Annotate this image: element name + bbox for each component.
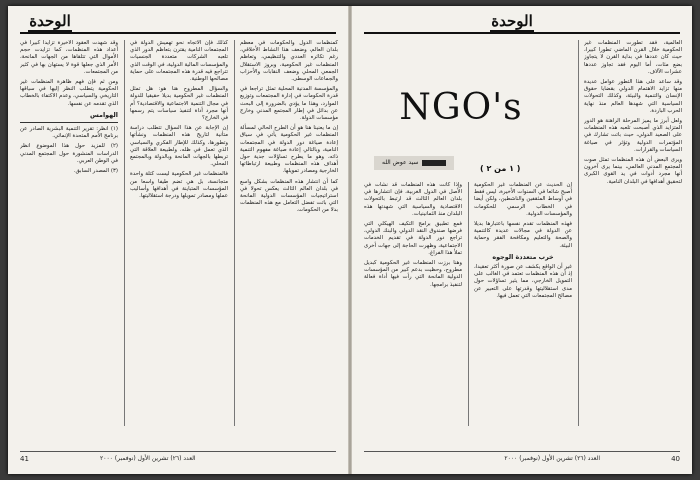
header-rule: [364, 32, 680, 34]
paragraph: كذلك فإن الاتجاه نحو تهميش الدولة في المجتمعات النامية يقترن بتعاظم الدور الذي تلعبه الشركات متعددة الجنسيات والمؤسسات المالية الدولية، في الوقت الذي تتراجع فيه قدرة هذه المجتمعات على حماية مصالحها الوطنية.: [130, 40, 228, 83]
paragraph: وقد شهدت العقود الأخيرة تزايدا كبيرا في أعداد هذه المنظمات، كما تزايدت حجم الأموال التي تتلقاها من الجهات المانحة، الأمر الذي جعلها قوة لا يستهان بها في كثير من المجتمعات.: [20, 40, 118, 75]
paragraph: كمنظمات الدول والحكومات في معظم بلدان العالم، وضعف هذا النشاط الأخلاقي، رغم تكاثره العددي والتنظيمي، وتعاظم المنظمات غير الحكومية، وبروز الاستقلال الجمعي المحلي وضعف النقابات والأحزاب والجماعات الوسطى.: [240, 40, 338, 83]
right-column-1: [584, 40, 682, 426]
left-column-3: [20, 40, 118, 426]
paragraph: ولعل أبرز ما يميز المرحلة الراهنة هو الدور المتزايد الذي أصبحت تلعبه هذه المنظمات على الصعيد الدولي، حيث باتت تشارك في المؤتمرات الدولية وتؤثر في صياغة السياسات والقرارات.: [584, 118, 682, 153]
byline-bar: [422, 160, 446, 166]
article-title-box: [364, 68, 558, 148]
paragraph: والمؤسسة المدنية المحلية تمثل تراجعا في قدرة الحكومات في إدارة المجتمعات وتوزيع الموارد، وهذا ما يؤدي بالضرورة إلى البحث عن بدائل في إطار المجتمع المدني وخارج مؤسسات الدولة.: [240, 86, 338, 122]
paragraph: إن الإجابة عن هذا السؤال تتطلب دراسة متأنية لتاريخ هذه المنظمات ونشأتها وتطورها، وكذلك للإطار الفكري والسياسي الذي تعمل في ظله، ولطبيعة العلاقة التي تربطها بالجهات المانحة وبالدولة وبالمجتمع المحلي.: [130, 125, 228, 168]
page-footer: [20, 451, 336, 466]
magazine-logo: الوحدة: [491, 12, 533, 30]
article-part-label: ( ١ من ٢ ): [480, 164, 521, 173]
issue-line: العدد (٢٦) تشرين الأول (نوفمبر) ٢٠٠٠: [100, 455, 196, 462]
footnote: (٣) المصدر السابق.: [73, 168, 118, 175]
left-page: [8, 6, 348, 474]
author-name: سيد عوض الله: [382, 159, 419, 166]
right-column-2: [474, 182, 572, 426]
left-column-1: [240, 40, 338, 426]
paragraph: وهنا برزت المنظمات غير الحكومية كبديل مطروح، وحظيت بدعم كبير من المؤسسات الدولية المانحة التي رأت فيها أداة فعالة لتنفيذ برامجها.: [364, 260, 462, 288]
page-number: 40: [671, 455, 680, 463]
issue-line: العدد (٢٦) تشرين الأول (نوفمبر) ٢٠٠٠: [504, 455, 600, 462]
page-footer: [364, 451, 680, 466]
column-divider: [468, 182, 469, 426]
paragraph: والسؤال المطروح هنا هو: هل تمثل المنظمات غير الحكومية بديلا حقيقيا للدولة في مجال التنمية الاجتماعية والاقتصادية؟ أم أنها مجرد أداة لتنفيذ سياسات يتم رسمها في الخارج؟: [130, 86, 228, 122]
author-byline: [374, 156, 454, 170]
footnote: (٢) للمزيد حول هذا الموضوع انظر الدراسات المنشورة حول المجتمع المدني في الوطن العربي.: [20, 143, 118, 164]
footnote: (١) انظر: تقرير التنمية البشرية الصادر عن برنامج الأمم المتحدة الإنمائي.: [20, 126, 118, 140]
section-subheading: خرب متعددة الوجوه: [492, 252, 554, 261]
header-rule: [20, 32, 336, 34]
magazine-spread: [8, 6, 692, 474]
paragraph: غير أن الواقع يكشف عن صورة أكثر تعقيدا، إذ أن هذه المنظمات تعتمد في الغالب على التمويل الخارجي، مما يثير تساؤلات حول مدى استقلاليتها وقدرتها على التعبير عن مصالح المجتمعات التي تعمل فيها.: [474, 264, 572, 299]
paragraph: فمع تطبيق برامج التكيف الهيكلي التي فرضها صندوق النقد الدولي والبنك الدولي، تراجع دور الدولة في تقديم الخدمات الاجتماعية، وظهرت الحاجة إلى جهات أخرى تملأ هذا الفراغ.: [364, 221, 462, 256]
column-divider: [234, 40, 235, 426]
paragraph: ومن ثم فإن فهم ظاهرة المنظمات غير الحكومية يتطلب النظر إليها في سياقها التاريخي والسياسي، وعدم الاكتفاء بالخطاب الذي تقدمه عن نفسها.: [20, 79, 118, 107]
paragraph: فهذه المنظمات تقدم نفسها باعتبارها بديلا عن الدولة في مجالات عديدة كالتنمية والصحة والتعليم ومكافحة الفقر وحماية البيئة.: [474, 221, 572, 249]
paragraph: كما أن انتشار هذه المنظمات بشكل واسع في بلدان العالم الثالث يعكس تحولا في استراتيجيات المؤسسات الدولية المانحة التي باتت تفضل التعامل مع هذه المنظمات بدلا من الحكومات.: [240, 178, 338, 214]
right-column-3: [364, 182, 462, 426]
paragraph: وإذا كانت هذه المنظمات قد نشأت في الأصل في الدول الغربية، فإن انتشارها في بلدان العالم الثالث قد ارتبط بالتحولات الاقتصادية والسياسية التي شهدتها هذه البلدان منذ الثمانينيات.: [364, 182, 462, 217]
paragraph: إن ما يعنينا هنا هو أن الطرح الحالي لمسألة المنظمات غير الحكومية يأتي في سياق إعادة صياغة دور الدولة في المجتمعات النامية، وبالتالي إعادة صياغة مفهوم التنمية ذاته، وهو ما يطرح تساؤلات جدية حول أهداف هذه المنظمات وطبيعة ارتباطاتها الخارجية ومصادر تمويلها.: [240, 125, 338, 175]
paragraph: وقد ساعد على هذا التطور عوامل عديدة منها تزايد الاهتمام الدولي بقضايا حقوق الإنسان والتنمية والبيئة، وكذلك التحولات السياسية التي شهدها العالم منذ نهاية الحرب الباردة.: [584, 79, 682, 114]
right-page: [352, 6, 692, 474]
paragraph: فالمنظمات غير الحكومية ليست كتلة واحدة متجانسة، بل هي تضم طيفا واسعا من المؤسسات المتباينة في أهدافها وأساليب عملها ومصادر تمويلها ودرجة استقلاليتها.: [130, 171, 228, 200]
paragraph: إن الحديث عن المنظمات غير الحكومية أصبح شائعا في السنوات الأخيرة، ليس فقط في أوساط المثقفين والناشطين، ولكن أيضا في الخطاب الرسمي للحكومات والمؤسسات الدولية.: [474, 182, 572, 217]
footnote-rule: [20, 122, 118, 123]
magazine-logo: الوحدة: [29, 12, 71, 30]
paragraph: ويرى البعض أن هذه المنظمات تمثل صوت المجتمع المدني العالمي، بينما يرى آخرون أنها مجرد أدوات في يد القوى الكبرى لتحقيق أهدافها في البلدان النامية.: [584, 157, 682, 185]
left-column-2: [130, 40, 228, 426]
page-number: 41: [20, 455, 29, 463]
column-divider: [578, 40, 579, 426]
article-title: NGO's: [399, 87, 523, 128]
footnotes-heading: الهوامس: [90, 110, 118, 119]
column-divider: [124, 40, 125, 426]
paragraph: العالمية، فقد تطورت المنظمات غير الحكومية خلال القرن الماضي تطورا كبيرا، حيث كان عددها في بداية القرن لا يتجاوز بضع مئات، أما اليوم فقد تجاوز عددها عشرات الآلاف.: [584, 40, 682, 75]
